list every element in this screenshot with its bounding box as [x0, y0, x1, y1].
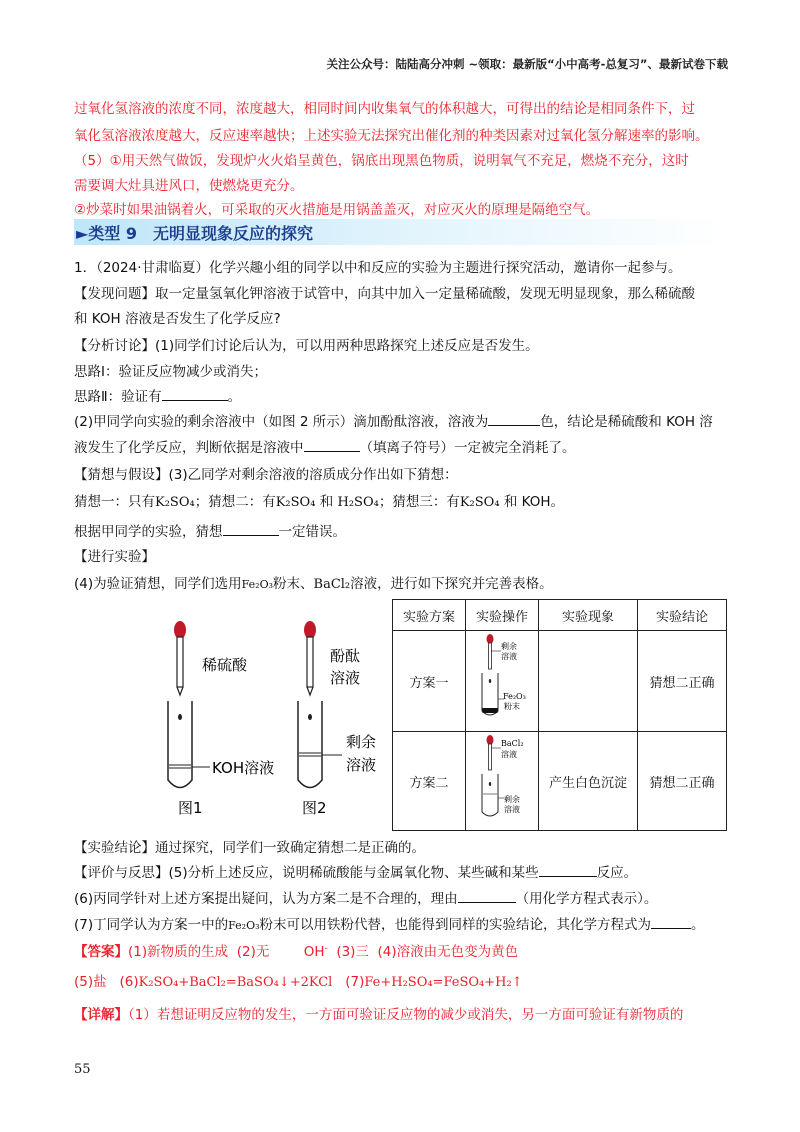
- table-row: [393, 732, 727, 831]
- plan-cell: 方案一: [393, 631, 466, 732]
- question-2-line-1: [74, 410, 713, 430]
- question-7-line: [74, 913, 705, 933]
- answer-line-2: [74, 970, 523, 990]
- experiment-heading: 【进行实验】: [74, 549, 155, 565]
- hypothesis-heading: 【猜想与假设】(3)乙同学对剩余溶液的溶质成分作出如下猜想：: [74, 467, 458, 483]
- answer-item: (3)三: [336, 944, 369, 960]
- question-7-text: (7)丁同学认为方案一中的: [74, 917, 229, 933]
- dropper-figure-2: [298, 621, 342, 788]
- question-7-text: 。: [691, 917, 705, 933]
- tube-label: 粉末: [504, 702, 520, 711]
- explanation-label: 【详解】: [74, 1007, 128, 1023]
- guess-text: ；猜想三：有: [378, 494, 460, 510]
- fig2-solution-label: 溶液: [346, 756, 377, 774]
- dropper-figure-1: [168, 621, 210, 788]
- answer-blank[interactable]: [539, 864, 597, 877]
- table-header: 实验操作: [466, 600, 539, 631]
- tube-label: 剩余: [501, 642, 517, 651]
- question-4-text: (4)为验证猜想，同学们选用: [74, 576, 242, 592]
- question-4-text: 粉末、: [273, 576, 314, 592]
- question-4-text: 溶液，进行如下探究并完善表格。: [350, 576, 553, 592]
- question-7-text: 粉末可以用铁粉代替，也能得到同样的实验结论，其化学方程式为: [259, 917, 652, 933]
- find-problem-cont: 和 KOH 溶液是否发生了化学反应?: [74, 311, 281, 327]
- answer-item: (2)无: [236, 944, 270, 960]
- question-intro: 1．（2024·甘肃临夏）化学兴趣小组的同学以中和反应的实验为主题进行探究活动，邀请你一起参与。: [74, 260, 682, 276]
- answer-continuation-line: ②炒菜时如果油锅着火，可采取的灭火措施是用锅盖盖灭，对应灭火的原理是隔绝空气。: [74, 202, 600, 218]
- answer-continuation-line: 需要调大灶具进风口，使燃烧更充分。: [74, 178, 304, 194]
- question-2-text: （填离子符号）一定被完全消耗了。: [359, 440, 576, 456]
- judge-text: 根据甲同学的实验，猜想: [74, 524, 223, 540]
- answer-blank[interactable]: [458, 890, 516, 903]
- tube-label: 溶液: [501, 652, 517, 661]
- guess-text: 和 KOH。: [499, 494, 565, 510]
- formula-fe2o3: Fe₂O₃: [241, 578, 274, 591]
- experiment-conclusion: 【实验结论】通过探究，同学们一致确定猜想二是正确的。: [74, 840, 425, 856]
- plan-one-apparatus: [467, 631, 537, 727]
- fig1-solution-label: KOH溶液: [212, 759, 275, 777]
- question-2-line-2: [74, 436, 576, 456]
- answer-continuation-line: 过氧化氢溶液的浓度不同，浓度越大，相同时间内收集氧气的体积越大，可得出的结论是相同条件下，过: [74, 101, 695, 117]
- question-4-line: [74, 572, 553, 592]
- conclusion-cell: 猜想二正确: [638, 732, 727, 831]
- answer-item: (4)溶液由无色变为黄色: [377, 944, 519, 960]
- answer-blank[interactable]: [488, 413, 540, 426]
- answer-continuation-line: （5）①用天然气做饭，发现炉火火焰呈黄色，锅底出现黑色物质，说明氧气不充足，燃烧不充分，这时: [74, 153, 689, 169]
- page-header: 关注公众号：陆陆高分冲刺 ~领取：最新版“小中高考-总复习”、最新试卷下载: [326, 57, 728, 71]
- tube-label: Fe₂O₃: [503, 692, 526, 701]
- table-header-row: [393, 600, 727, 631]
- answer-line-1: [74, 940, 518, 960]
- answer-label: 【答案】: [74, 944, 128, 960]
- guesses-line: [74, 490, 564, 510]
- formula-h2so4: H₂SO₄: [337, 495, 379, 510]
- formula-k2so4: K₂SO₄: [459, 495, 500, 510]
- explanation-line: [74, 1003, 683, 1023]
- idea-two-text: 思路Ⅱ：验证有: [74, 389, 162, 405]
- fig2-reagent-label: 酚酞: [330, 647, 361, 665]
- answer-ion-charge: -: [324, 943, 328, 954]
- conclusion-cell: 猜想二正确: [638, 631, 727, 732]
- idea-two-end: 。: [227, 389, 242, 405]
- operation-cell: [466, 631, 539, 732]
- section-title: ►类型 9 无明显现象反应的探究: [76, 224, 314, 243]
- analysis-discussion: 【分析讨论】(1)同学们讨论后认为，可以用两种思路探究上述反应是否发生。: [74, 338, 539, 354]
- answer-item: (7): [345, 974, 365, 990]
- fig2-reagent-label: 溶液: [330, 669, 361, 687]
- question-6-line: [74, 887, 657, 907]
- answer-continuation-line: 氧化氢溶液浓度越大，反应速率越快；上述实验无法探究出催化剂的种类因素对过氧化氢分解速率的影响。: [74, 128, 709, 144]
- fig1-reagent-label: 稀硫酸: [202, 656, 248, 674]
- answer-item: (1)新物质的生成: [128, 944, 229, 960]
- fig1-caption: 图1: [178, 799, 203, 817]
- phenomenon-cell: 产生白色沉淀: [539, 732, 638, 831]
- find-problem: 【发现问题】取一定量氢氧化钾溶液于试管中，向其中加入一定量稀硫酸，发现无明显现象，那么稀硫酸: [74, 286, 695, 302]
- operation-cell: [466, 732, 539, 831]
- question-6-text: (6)丙同学针对上述方案提出疑问，认为方案二是不合理的，理由: [74, 891, 458, 907]
- test-tube-figures: [150, 615, 385, 825]
- explanation-text: （1）若想证明反应物的发生，一方面可验证反应物的减少或消失，另一方面可验证有新物质的: [128, 1007, 684, 1023]
- phenomenon-cell[interactable]: [539, 631, 638, 732]
- page-number: 55: [74, 1062, 91, 1077]
- tube-label: 剩余: [504, 795, 520, 804]
- formula-bacl2: BaCl₂: [313, 577, 351, 592]
- formula-k2so4: K₂SO₄: [155, 495, 195, 510]
- question-6-text: （用化学方程式表示）。: [515, 891, 658, 907]
- table-header: 实验现象: [539, 600, 638, 631]
- answer-blank[interactable]: [651, 916, 691, 929]
- judge-text: 一定错误。: [278, 524, 346, 540]
- question-2-text: 色，结论是稀硫酸和 KOH 溶: [540, 414, 713, 430]
- answer-blank[interactable]: [304, 439, 360, 452]
- formula-k2so4: K₂SO₄: [275, 495, 316, 510]
- guess-text: ；猜想二：有: [194, 494, 276, 510]
- answer-blank[interactable]: [162, 388, 228, 401]
- idea-two: [74, 385, 241, 405]
- judge-line: [74, 520, 346, 540]
- fig2-caption: 图2: [302, 799, 327, 817]
- answer-equation: Fe+H₂SO₄=FeSO₄+H₂↑: [364, 975, 523, 990]
- idea-one: 思路Ⅰ：验证反应物减少或消失；: [74, 364, 267, 380]
- plan-two-apparatus: [467, 732, 537, 826]
- answer-equation: K₂SO₄+BaCl₂=BaSO₄↓+2KCl: [138, 975, 333, 990]
- guess-text: 和: [315, 494, 338, 510]
- formula-fe2o3: Fe₂O₃: [228, 919, 260, 932]
- table-header: 实验方案: [393, 600, 466, 631]
- answer-ion: OH: [303, 944, 325, 960]
- guess-text: 猜想一：只有: [74, 494, 155, 510]
- tube-label: 溶液: [504, 805, 520, 814]
- experiment-table: [392, 599, 727, 831]
- reflection-text: 【评价与反思】(5)分析上述反应，说明稀硫酸能与金属氧化物、某些碱和某些: [74, 865, 539, 881]
- reflection-line: [74, 861, 637, 881]
- answer-item: (5)盐: [74, 974, 107, 990]
- answer-item: (6): [119, 974, 139, 990]
- reflection-text: 反应。: [596, 865, 638, 881]
- question-2-text: 液发生了化学反应，判断依据是溶液中: [74, 440, 304, 456]
- tube-label: 溶液: [501, 750, 517, 759]
- fig2-solution-label: 剩余: [346, 733, 377, 751]
- plan-cell: 方案二: [393, 732, 466, 831]
- tube-label: BaCl₂: [501, 739, 524, 748]
- table-header: 实验结论: [638, 600, 727, 631]
- question-2-text: (2)甲同学向实验的剩余溶液中（如图 2 所示）滴加酚酞溶液，溶液为: [74, 414, 489, 430]
- table-row: [393, 631, 727, 732]
- answer-blank[interactable]: [223, 523, 279, 536]
